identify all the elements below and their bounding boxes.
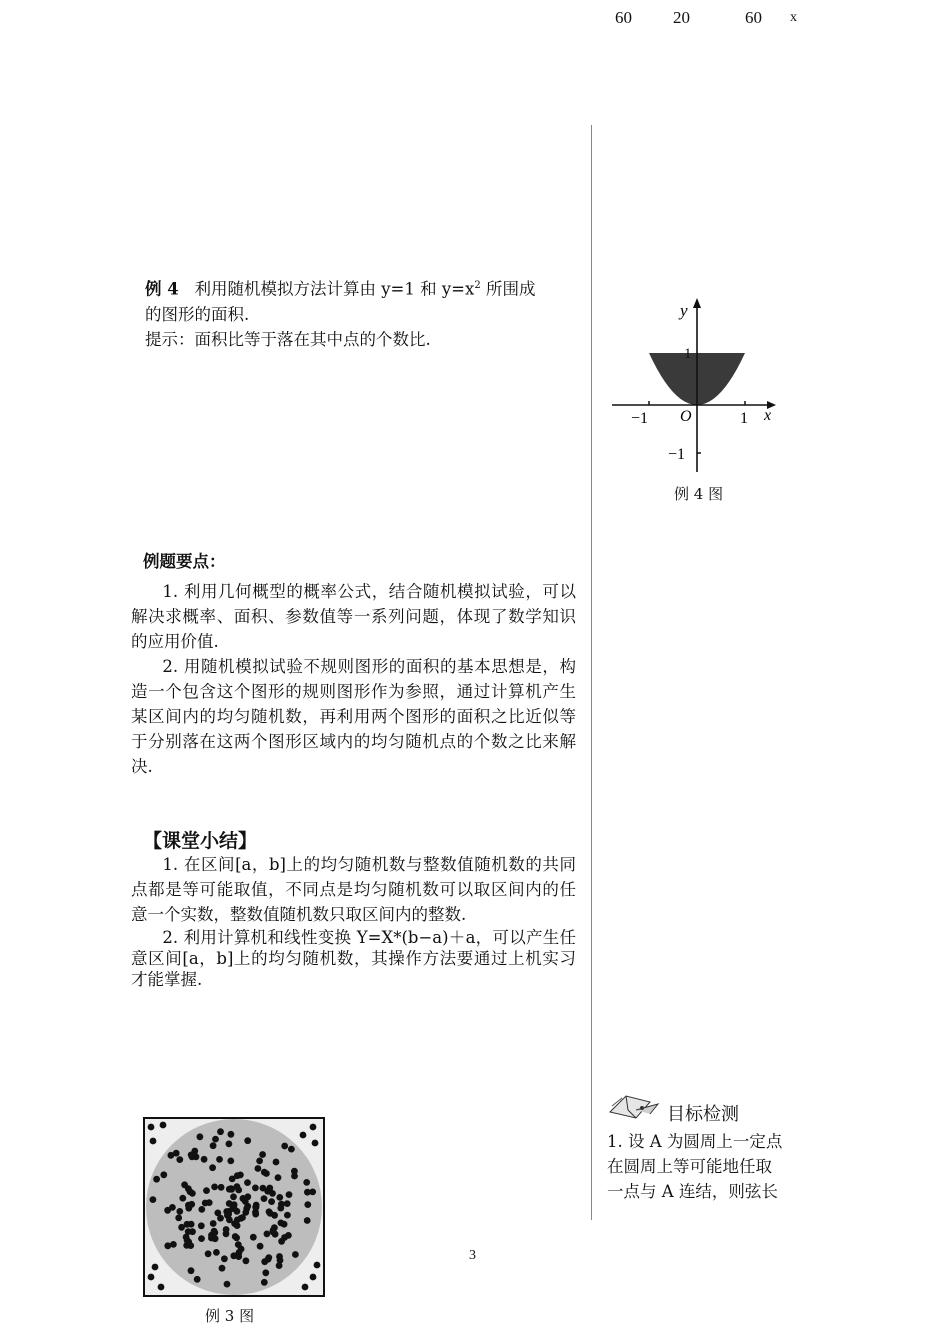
summary-point-2: 2. 利用计算机和线性变换 Y=X*(b−a)＋a，可以产生任意区间[a，b]上的均匀随机数，其操作方法要通过上机实习才能掌握. — [131, 928, 576, 989]
figure3-graph — [143, 1117, 325, 1297]
random-point — [253, 1204, 260, 1211]
random-point — [223, 1226, 230, 1233]
target-test-line1: 1. 设 A 为圆周上一定点 — [607, 1132, 783, 1151]
target-test-line2: 在圆周上等可能地任取 — [607, 1157, 772, 1176]
random-point — [235, 1241, 242, 1248]
random-point — [230, 1193, 237, 1200]
random-point — [261, 1258, 268, 1265]
random-point — [226, 1141, 233, 1148]
random-point — [255, 1165, 262, 1172]
target-test-title: 目标检测 — [667, 1104, 739, 1125]
random-point — [284, 1200, 291, 1207]
random-point — [228, 1131, 235, 1138]
random-point — [198, 1235, 205, 1242]
random-point — [239, 1214, 246, 1221]
random-point — [150, 1138, 157, 1145]
random-point — [187, 1188, 194, 1195]
x-axis-label: x — [764, 407, 772, 424]
random-point — [272, 1231, 279, 1238]
random-point — [189, 1153, 196, 1160]
random-point — [176, 1208, 183, 1215]
random-point — [209, 1164, 216, 1171]
random-point — [264, 1231, 271, 1238]
origin-label: O — [680, 408, 692, 425]
random-point — [275, 1174, 282, 1181]
random-point — [277, 1257, 284, 1264]
random-point — [303, 1179, 310, 1186]
top-number-1: 60 — [615, 8, 632, 27]
random-point — [158, 1284, 165, 1291]
random-point — [277, 1205, 284, 1212]
tick-label-y-neg1: −1 — [668, 446, 686, 463]
random-point — [212, 1136, 219, 1143]
random-point — [210, 1142, 217, 1149]
random-point — [231, 1204, 238, 1211]
random-point — [150, 1196, 157, 1203]
random-point — [227, 1158, 234, 1165]
target-test-body — [607, 1129, 812, 1204]
random-point — [244, 1193, 251, 1200]
random-point — [213, 1249, 220, 1256]
random-point — [257, 1243, 264, 1250]
random-point — [198, 1206, 205, 1213]
random-point — [187, 1242, 194, 1249]
random-point — [218, 1184, 225, 1191]
tick-label-x-1: 1 — [740, 410, 748, 427]
random-point — [266, 1185, 273, 1192]
random-point — [284, 1212, 291, 1219]
random-point — [168, 1152, 175, 1159]
random-point — [312, 1140, 319, 1147]
random-point — [271, 1212, 278, 1219]
random-point — [244, 1137, 251, 1144]
random-point — [230, 1252, 237, 1259]
summary-point-1: 1. 在区间[a，b]上的均匀随机数与整数值随机数的共同点都是等可能取值，不同点是均匀随机数可以取区间内的任意一个实数，整数值随机数只取区间内的整数. — [131, 855, 576, 924]
random-point — [148, 1274, 155, 1281]
random-point — [281, 1221, 288, 1228]
random-point — [202, 1200, 209, 1207]
random-point — [160, 1122, 167, 1129]
random-point — [153, 1176, 160, 1183]
random-point — [210, 1220, 217, 1227]
random-point — [250, 1234, 257, 1241]
random-point — [148, 1124, 155, 1131]
random-point — [256, 1158, 263, 1165]
random-point — [221, 1255, 228, 1262]
random-point — [232, 1233, 239, 1240]
random-point — [276, 1194, 283, 1201]
random-point — [288, 1146, 295, 1153]
random-point — [262, 1269, 269, 1276]
random-point — [175, 1215, 182, 1222]
random-point — [185, 1228, 192, 1235]
random-point — [179, 1195, 186, 1202]
random-point — [197, 1133, 204, 1140]
random-point — [181, 1181, 188, 1188]
random-point — [216, 1156, 223, 1163]
random-point — [291, 1173, 298, 1180]
random-point — [224, 1281, 231, 1288]
key-point-2: 2. 用随机模拟试验不规则图形的面积的基本思想是，构造一个包含这个图形的规则图形作为参照，通过计算机产生某区间内的均匀随机数，再利用两个图形的面积之比近似等于分别落在这两个图形区域内的均匀随机点的个数之比来解决. — [131, 657, 576, 776]
random-point — [300, 1132, 307, 1139]
random-point — [302, 1284, 309, 1291]
figure4-caption: 例 4 图 — [674, 485, 724, 503]
random-point — [281, 1143, 288, 1150]
top-number-2: 20 — [673, 8, 690, 27]
random-point — [229, 1176, 236, 1183]
page-number: 3 — [469, 1248, 476, 1263]
example4-text: 利用随机模拟方法计算由 y=1 和 y=x — [194, 279, 475, 299]
random-point — [194, 1276, 201, 1283]
random-point — [176, 1156, 183, 1163]
random-point — [304, 1201, 311, 1208]
key-points-body — [131, 579, 576, 779]
key-point-1: 1. 利用几何概型的概率公式，结合随机模拟试验，可以解决求概率、面积、参数值等一系列问题，体现了数学知识的应用价值. — [131, 582, 576, 651]
random-point — [278, 1238, 285, 1245]
random-point — [217, 1215, 224, 1222]
random-point — [203, 1187, 210, 1194]
random-point — [164, 1207, 171, 1214]
example4-label: 例 4 — [145, 279, 179, 299]
random-point — [226, 1216, 233, 1223]
random-point — [152, 1264, 159, 1271]
random-point — [211, 1184, 218, 1191]
random-point — [170, 1241, 177, 1248]
random-point — [261, 1169, 268, 1176]
random-point — [310, 1124, 317, 1131]
target-test-line3: 一点与 A 连结，则弦长 — [607, 1182, 778, 1201]
random-point — [304, 1217, 311, 1224]
random-point — [260, 1185, 267, 1192]
random-point — [184, 1221, 191, 1228]
random-point — [212, 1235, 219, 1242]
example4-block — [145, 273, 577, 352]
random-point — [188, 1201, 195, 1208]
random-point — [292, 1251, 299, 1258]
random-point — [268, 1198, 275, 1205]
random-point — [219, 1265, 226, 1272]
tick-label-x-neg1: −1 — [631, 410, 649, 427]
tick-label-y-1: 1 — [684, 346, 692, 362]
random-point — [259, 1151, 266, 1158]
example4-text-end: 所围成 — [480, 279, 536, 299]
book-icon — [606, 1090, 664, 1120]
random-point — [304, 1189, 311, 1196]
random-point — [217, 1128, 224, 1135]
random-point — [201, 1156, 208, 1163]
random-point — [226, 1186, 233, 1193]
column-divider — [591, 125, 592, 1220]
random-point — [261, 1279, 268, 1286]
key-points-title: 例题要点： — [143, 552, 226, 571]
random-point — [261, 1195, 268, 1202]
random-point — [252, 1185, 259, 1192]
random-point — [310, 1274, 317, 1281]
random-point — [235, 1187, 242, 1194]
figure3-caption: 例 3 图 — [205, 1307, 255, 1325]
random-point — [160, 1171, 167, 1178]
random-point — [205, 1250, 212, 1257]
y-axis-label: y — [680, 301, 688, 320]
example4-hint: 提示：面积比等于落在其中点的个数比. — [145, 329, 431, 349]
example4-exponent: 2 — [474, 280, 481, 291]
example4-text-line2: 的图形的面积. — [145, 304, 250, 324]
random-point — [188, 1267, 195, 1274]
random-point — [273, 1159, 280, 1166]
summary-title: 【课堂小结】 — [143, 830, 258, 852]
figure4-graph — [600, 292, 790, 482]
random-point — [243, 1257, 250, 1264]
summary-body — [131, 852, 576, 990]
random-point — [198, 1222, 205, 1229]
random-point — [211, 1229, 218, 1236]
top-number-3: 60 — [745, 8, 762, 27]
random-point — [286, 1191, 293, 1198]
random-point — [314, 1262, 321, 1269]
top-number-x: x — [790, 10, 797, 25]
random-point — [244, 1179, 251, 1186]
y-axis-arrow — [693, 298, 701, 308]
